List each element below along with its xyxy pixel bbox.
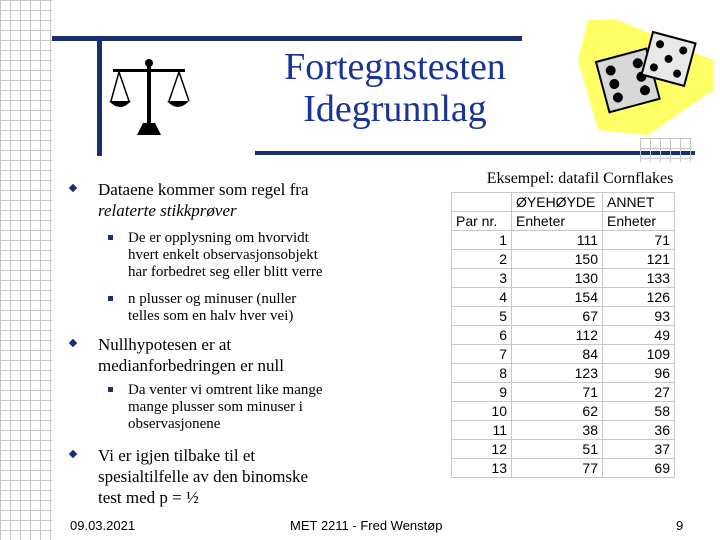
table-cell: Enheter xyxy=(512,212,603,231)
table-cell: 4 xyxy=(452,288,512,307)
table-cell: 126 xyxy=(603,288,675,307)
table-cell: 13 xyxy=(452,459,512,478)
table-cell: 8 xyxy=(452,364,512,383)
title-rule-top xyxy=(52,36,522,41)
table-row xyxy=(452,250,675,269)
example-title: Eksempel: datafil Cornflakes xyxy=(486,170,674,187)
table-row xyxy=(452,269,675,288)
table-cell: 71 xyxy=(512,383,603,402)
bullet-text: Vi er igjen tilbake til et xyxy=(98,446,256,465)
table-row xyxy=(452,421,675,440)
table-cell: 130 xyxy=(512,269,603,288)
table-header-row xyxy=(452,212,675,231)
decorative-grid xyxy=(0,0,52,540)
table-cell: 58 xyxy=(603,402,675,421)
table-header-row xyxy=(452,193,675,212)
table-row xyxy=(452,383,675,402)
table-cell: 3 xyxy=(452,269,512,288)
bullet-text: Nullhypotesen er at xyxy=(98,335,232,354)
sub-bullet-text: Da venter vi omtrent like mange xyxy=(128,382,323,398)
table-cell: 111 xyxy=(512,231,603,250)
sub-bullet-text: har forbedret seg eller blitt verre xyxy=(128,264,323,280)
table-cell: 49 xyxy=(603,326,675,345)
table-row xyxy=(452,326,675,345)
square-bullet-icon xyxy=(108,296,113,301)
table-cell: 123 xyxy=(512,364,603,383)
table-cell: 5 xyxy=(452,307,512,326)
table-cell: 1 xyxy=(452,231,512,250)
table-cell: 121 xyxy=(603,250,675,269)
bullet-text: spesialtilfelle av den binomske xyxy=(98,467,309,486)
sub-bullet-text: n plusser og minuser (nuller xyxy=(128,291,297,307)
table-cell: 133 xyxy=(603,269,675,288)
bullet-text: test med p = ½ xyxy=(98,488,199,507)
table-cell: Par nr. xyxy=(452,212,512,231)
table-cell: 12 xyxy=(452,440,512,459)
table-row xyxy=(452,307,675,326)
scale-of-justice-icon xyxy=(107,55,191,139)
table-cell: 36 xyxy=(603,421,675,440)
table-cell: 38 xyxy=(512,421,603,440)
sub-bullet-text: mange plusser som minuser i xyxy=(128,399,303,415)
table-cell: 6 xyxy=(452,326,512,345)
table-cell: 11 xyxy=(452,421,512,440)
bullet-text: Dataene kommer som regel fra xyxy=(98,180,309,199)
table-row xyxy=(452,459,675,478)
diamond-bullet-icon xyxy=(69,184,77,192)
table-row xyxy=(452,364,675,383)
table-cell: ANNET xyxy=(603,193,675,212)
sub-bullet-text: observasjonene xyxy=(128,416,221,432)
title-rule-vertical xyxy=(97,36,102,156)
table-cell: 2 xyxy=(452,250,512,269)
table-body xyxy=(452,193,675,478)
table-cell: 62 xyxy=(512,402,603,421)
footer-date: 09.03.2021 xyxy=(70,518,136,533)
square-bullet-icon xyxy=(108,235,113,240)
sub-bullet-text: hvert enkelt observasjonsobjekt xyxy=(128,247,318,263)
title-line-2: Idegrunnlag xyxy=(303,88,487,130)
table-row xyxy=(452,440,675,459)
table-row xyxy=(452,288,675,307)
dice-icon xyxy=(578,20,713,135)
title-rule-bottom xyxy=(255,151,695,155)
bullet-text: relaterte stikkprøver xyxy=(98,201,237,220)
table-cell xyxy=(452,193,512,212)
page-title xyxy=(240,46,550,130)
table-cell: 150 xyxy=(512,250,603,269)
table-cell: 51 xyxy=(512,440,603,459)
table-cell: 84 xyxy=(512,345,603,364)
table-cell: 71 xyxy=(603,231,675,250)
table-cell: 9 xyxy=(452,383,512,402)
grid-block-bottom xyxy=(640,138,692,162)
bullet-text: medianforbedringen er null xyxy=(98,356,284,375)
table-cell: 154 xyxy=(512,288,603,307)
table-cell: 37 xyxy=(603,440,675,459)
table-row xyxy=(452,231,675,250)
table-cell: ØYEHØYDE xyxy=(512,193,603,212)
footer-course: MET 2211 - Fred Wenstøp xyxy=(290,518,443,533)
table-cell: 10 xyxy=(452,402,512,421)
table-cell: 77 xyxy=(512,459,603,478)
table-cell: 96 xyxy=(603,364,675,383)
table-cell: 67 xyxy=(512,307,603,326)
table-cell: 69 xyxy=(603,459,675,478)
table-cell: 112 xyxy=(512,326,603,345)
cornflakes-table xyxy=(451,192,675,478)
diamond-bullet-icon xyxy=(69,450,77,458)
diamond-bullet-icon xyxy=(69,339,77,347)
table-row xyxy=(452,345,675,364)
title-line-1: Fortegnstesten xyxy=(284,46,506,88)
table-cell: 7 xyxy=(452,345,512,364)
table-cell: 27 xyxy=(603,383,675,402)
table-cell: Enheter xyxy=(603,212,675,231)
sub-bullet-text: De er opplysning om hvorvidt xyxy=(128,230,309,246)
footer-page-number: 9 xyxy=(676,518,684,533)
table-row xyxy=(452,402,675,421)
square-bullet-icon xyxy=(108,387,113,392)
sub-bullet-text: telles som en halv hver vei) xyxy=(128,308,294,324)
table-cell: 109 xyxy=(603,345,675,364)
table-cell: 93 xyxy=(603,307,675,326)
